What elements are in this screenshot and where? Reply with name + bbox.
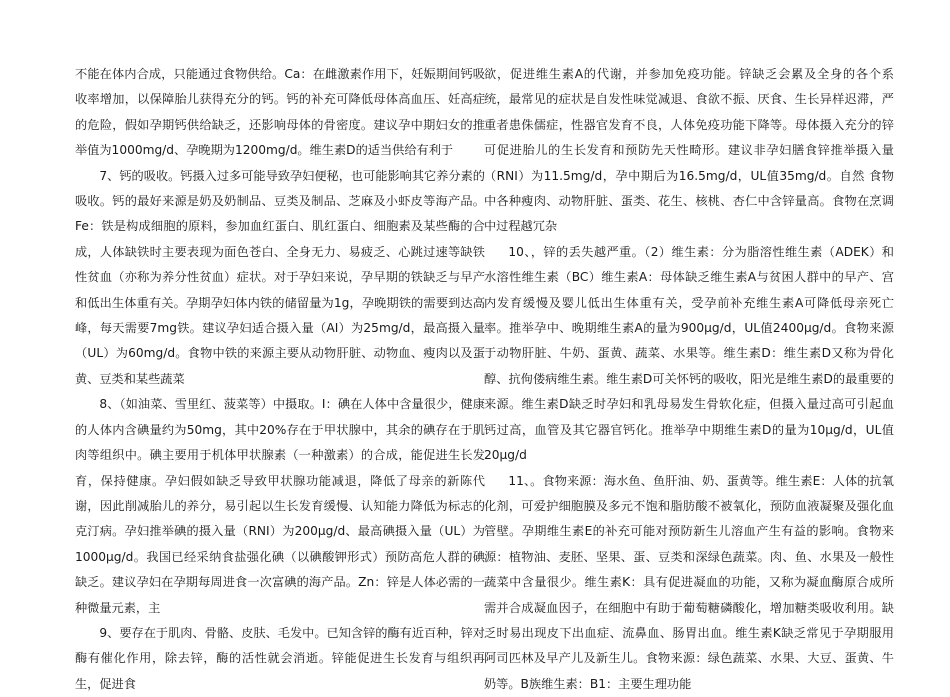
paragraph-7: 7、钙的吸收。钙摄入过多可能导致孕妇便秘，也可能影响其它养分素的吸收。钙的最好来源是奶及奶制品、豆类及制品、芝麻及小虾皮等海产品。Fe：铁是构成细胞的原料，参加血红蛋白、肌红蛋白、细胞素及某些酶的合成，人体缺铁时主要表现为面色苍白、全身无力、易疲乏、心跳过速等缺铁性贫血（亦称为养分性贫血）症状。对于孕妇来说，孕早期的铁缺乏与早产和低出生体重有关。孕期孕妇体内铁的储留量为1g，孕晚期铁的需要到达高峰，每天需要7mg铁。建议孕妇适合摄入量（AI）为25mg/d，最高摄入量（UL）为60mg/d。食物中铁的来源主要从动物肝脏、动物血、瘦肉以及蛋黄、豆类和某些蔬菜 <box>75 164 485 393</box>
paragraph-zinc-cont: 欲，促进维生素A的代谢，并参加免疫功能。锌缺乏会累及全身的各个系统，最常见的症状是自发性味觉减退、食欲不振、厌食、生长异样迟滞，严重者患侏儒症，性器官发育不良，人体免疫功能下降等。母体摄入充分的锌可促进胎儿的生长发育和预防先天性畸形。建议非孕妇膳食锌推举摄入量（RNI）为11.5mg/d，孕中期后为16.5mg/d，UL值35mg/d。自然 食物中各种瘦肉、动物肝脏、蛋类、花生、核桃、杏仁中含锌量高。食物在烹调中过程越冗杂 <box>484 62 894 240</box>
paragraph-8: 8、（如油菜、雪里红、菠菜等）中摄取。I：碘在人体中含量很少，健康的人体内含碘量约为50mg，其中20%存在于甲状腺中，其余的碘存在于肌肉等组织中。碘主要用于机体甲状腺素（一种激素）的合成，能促进生长发育，保持健康。孕妇假如缺乏导致甲状腺功能减退，降低了母亲的新陈代谢，因此削减胎儿的养分，易引起以生长发育缓慢、认知能力降低为标志的克汀病。孕妇推举碘的摄入量（RNI）为200μg/d、最高碘摄入量（UL）为1000μg/d。我国已经采纳食盐强化碘（以碘酸钾形式）预防高危人群的碘缺乏。建议孕妇在孕期每周进食一次富碘的海产品。Zn：锌是人体必需的一种微量元素，主 <box>75 392 485 621</box>
paragraph-ca: 不能在体内合成，只能通过食物供给。Ca：在雌激素作用下，妊娠期间钙吸收率增加，以保障胎儿获得充分的钙。钙的补充可降低母体高血压、妊高症的危险，假如孕期钙供给缺乏，还影响母体的骨密度。建议孕中期妇女的推举值为1000mg/d、孕晚期为1200mg/d。维生素D的适当供给有利于 <box>75 62 485 164</box>
paragraph-10: 10、，锌的丢失越严重。（2）维生素：分为脂溶性维生素（ADEK）和水溶性维生素（BC）维生素A：母体缺乏维生素A与贫困人群中的早产、宫内发育缓慢及婴儿低出生体重有关，受孕前补充维生素A可降低母亲死亡率。推举孕中、晚期维生素A的量为900μg/d，UL值2400μg/d。食物来源于动物肝脏、牛奶、蛋黄、蔬菜、水果等。维生素D：维生素D又称为骨化醇、抗佝偻病维生素。维生素D可关怀钙的吸收，阳光是维生素D的最重要的来源。维生素D缺乏时孕妇和乳母易发生骨软化症，但摄入量过高可引起血钙过高，血管及其它器官钙化。推举孕中期维生素D的量为10μg/d，UL值20μg/d <box>484 240 894 469</box>
right-column <box>484 62 894 697</box>
paragraph-9: 9、要存在于肌肉、骨骼、皮肤、毛发中。已知含锌的酶有近百种，锌对酶有催化作用，除去锌，酶的活性就会消逝。锌能促进生长发育与组织再生，促进食 <box>75 621 485 697</box>
left-column <box>75 62 485 697</box>
paragraph-11: 11、。食物来源：海水鱼、鱼肝油、奶、蛋黄等。维生素E：人体的抗氧化剂，可爱护细胞膜及多元不饱和脂肪酸不被氧化，预防血液凝聚及强化血管壁。孕期维生素E的补充可能对预防新生儿溶血产生有益的影响。食物来源：植物油、麦胚、坚果、蛋、豆类和深绿色蔬菜。肉、鱼、水果及一般性蔬菜中含量很少。维生素K：具有促进凝血的功能，又称为凝血酶原合成所需并合成凝血因子，在细胞中有助于葡萄糖磷酸化，增加糖类吸收利用。缺乏时易出现皮下出血症、流鼻血、肠胃出血。维生素K缺乏常见于孕期服用阿司匹林及早产儿及新生儿。食物来源：绿色蔬菜、水果、大豆、蛋黄、牛奶等。B族维生素：B1：主要生理功能 <box>484 469 894 697</box>
